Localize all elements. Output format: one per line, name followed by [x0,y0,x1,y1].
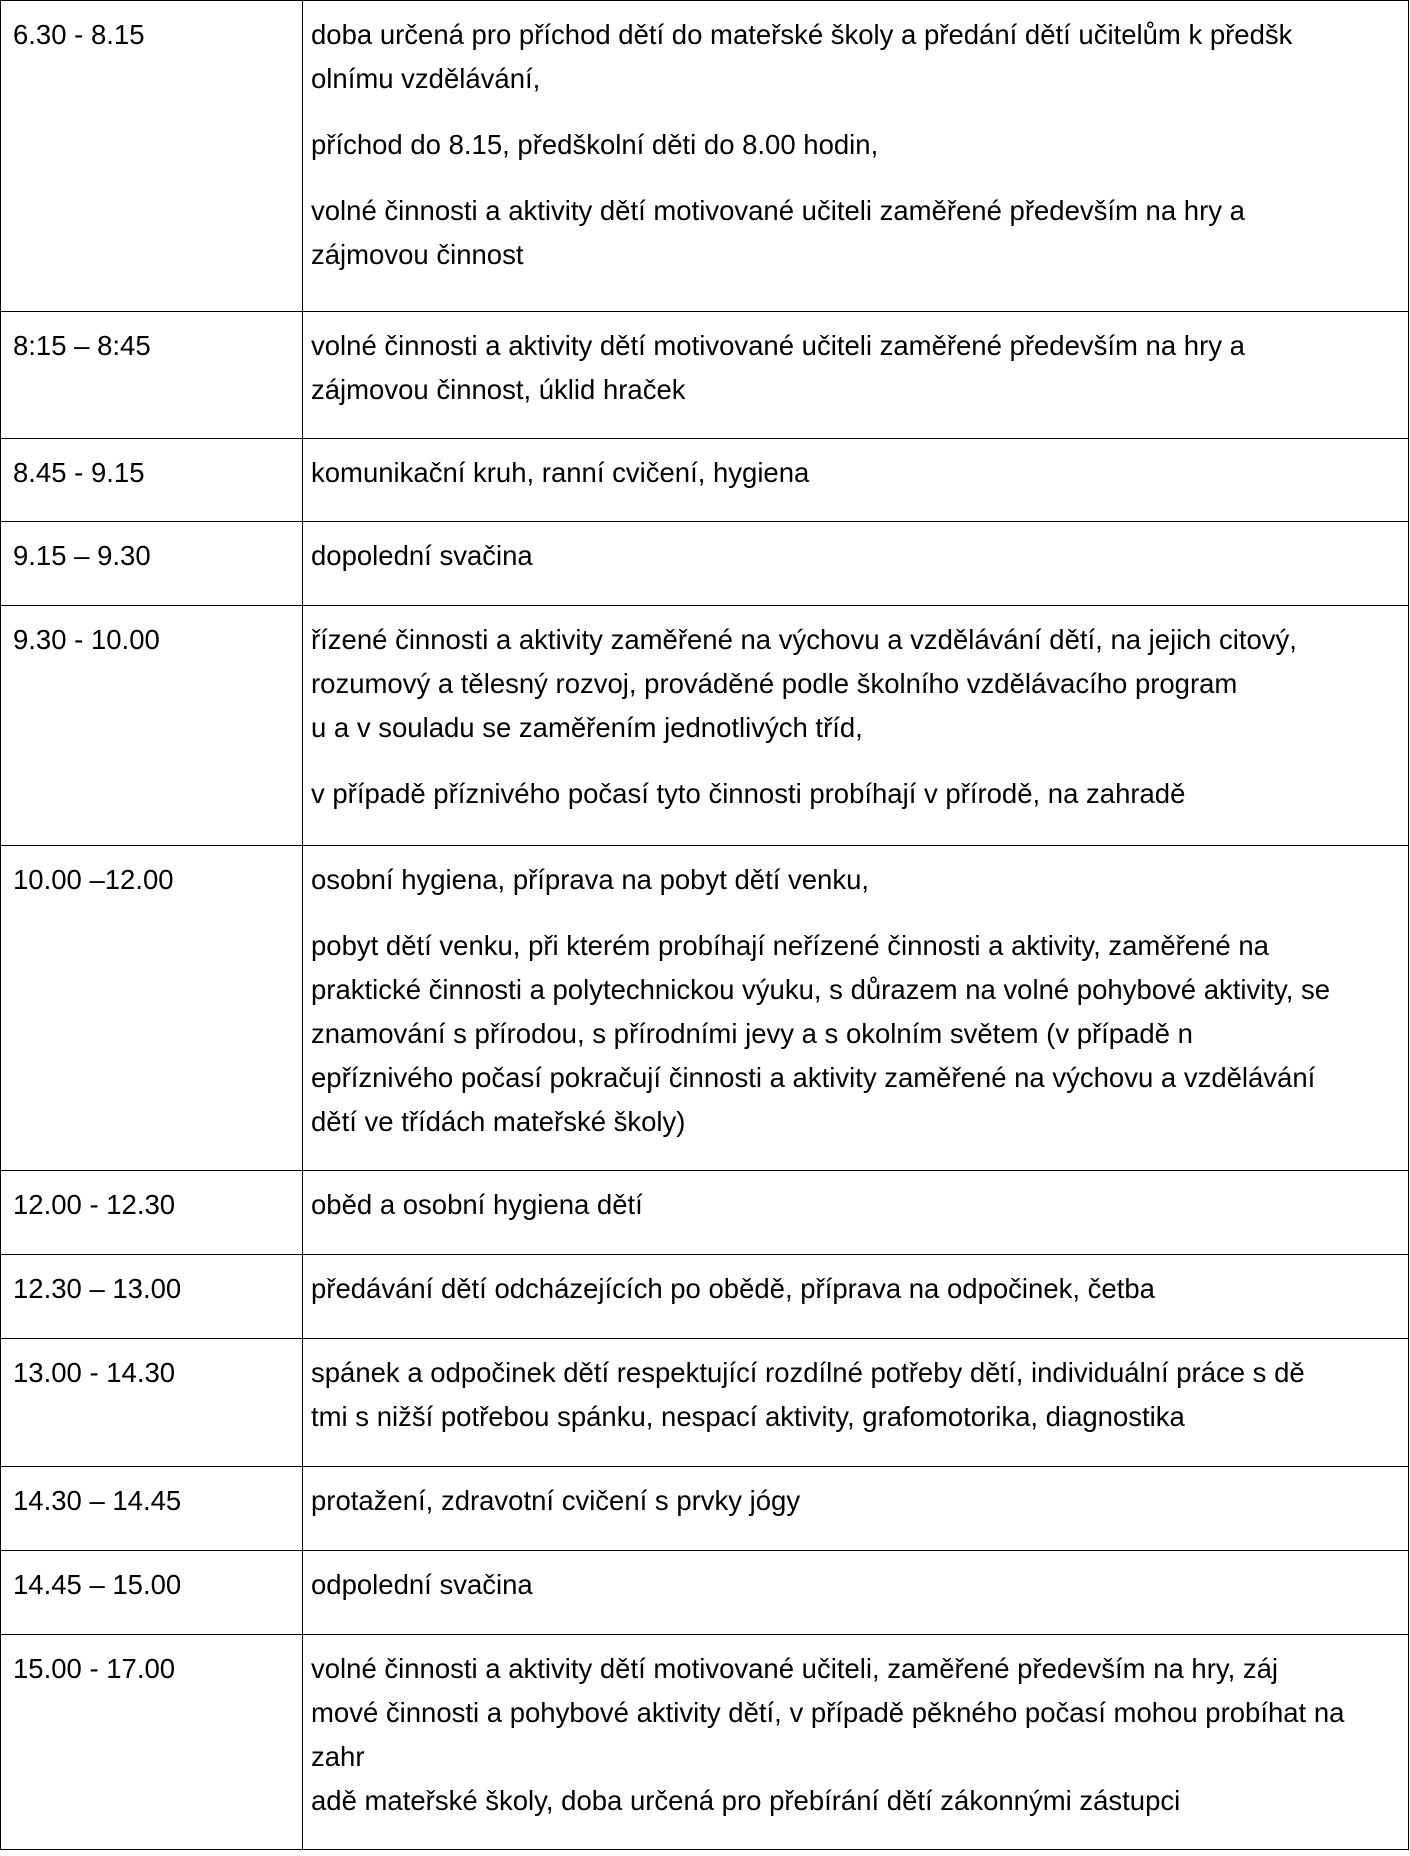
schedule-row [1,522,1409,606]
activity-paragraph: spánek a odpočinek dětí respektující rozdílné potřeby dětí, individuální práce s dě tmi s nižší potřebou spánku, nespací aktivity, grafomotorika, diagnostika [311,1357,1305,1432]
activity-paragraph: volné činnosti a aktivity dětí motivované učiteli, zaměřené především na hry, záj mové činnosti a pohybové aktivity dětí, v případě pěkného počasí mohou probíhat na zahr adě mateřské školy, doba určená pro přebírání dětí zákonnými zástupci [311,1653,1345,1816]
schedule-row [1,846,1409,1171]
time-cell: 15.00 - 17.00 [1,1635,303,1850]
activity-paragraph: protažení, zdravotní cvičení s prvky jógy [311,1485,801,1516]
activity-paragraph: doba určená pro příchod dětí do mateřské školy a předání dětí učitelům k předšk olnímu vzdělávání, [311,19,1293,94]
activity-paragraph: v případě příznivého počasí tyto činnosti probíhají v přírodě, na zahradě [311,778,1186,809]
activity-paragraph: příchod do 8.15, předškolní děti do 8.00 hodin, [311,129,879,160]
activity-cell [303,1,1409,312]
time-cell: 14.45 – 15.00 [1,1551,303,1635]
schedule-row [1,1,1409,312]
activity-cell [303,606,1409,846]
time-cell: 8.45 - 9.15 [1,439,303,522]
schedule-body [1,1,1409,1850]
time-cell: 9.30 - 10.00 [1,606,303,846]
time-cell: 6.30 - 8.15 [1,1,303,312]
schedule-row [1,1635,1409,1850]
activity-paragraph: oběd a osobní hygiena dětí [311,1189,643,1220]
activity-cell [303,1171,1409,1255]
schedule-row [1,1255,1409,1339]
activity-paragraph: volné činnosti a aktivity dětí motivované učiteli zaměřené především na hry a zájmovou činnost [311,195,1245,270]
time-cell: 9.15 – 9.30 [1,522,303,606]
activity-paragraph: osobní hygiena, příprava na pobyt dětí venku, [311,864,870,895]
schedule-row [1,439,1409,522]
activity-paragraph: dopolední svačina [311,540,533,571]
activity-paragraph: pobyt dětí venku, při kterém probíhají neřízené činnosti a aktivity, zaměřené na praktické činnosti a polytechnickou výuku, s důrazem na volné pohybové aktivity, se znamování s přírodou, s přírodními jevy a s okolním světem (v případě n epříznivého počasí pokračují činnosti a aktivity zaměřené na výchovu a vzdělávání dětí ve třídách mateřské školy) [311,930,1331,1137]
activity-cell [303,439,1409,522]
activity-paragraph: odpolední svačina [311,1569,533,1600]
activity-cell [303,312,1409,439]
time-cell: 10.00 –12.00 [1,846,303,1171]
activity-paragraph: řízené činnosti a aktivity zaměřené na výchovu a vzdělávání dětí, na jejich citový, rozumový a tělesný rozvoj, prováděné podle školního vzdělávacího program u a v souladu se zaměřením jednotlivých tříd, [311,624,1297,743]
time-cell: 12.00 - 12.30 [1,1171,303,1255]
activity-cell [303,1339,1409,1467]
time-cell: 13.00 - 14.30 [1,1339,303,1467]
activity-paragraph: volné činnosti a aktivity dětí motivované učiteli zaměřené především na hry a zájmovou činnost, úklid hraček [311,330,1245,405]
time-cell: 14.30 – 14.45 [1,1467,303,1551]
schedule-row [1,1467,1409,1551]
activity-paragraph: předávání dětí odcházejících po obědě, příprava na odpočinek, četba [311,1273,1155,1304]
activity-cell [303,522,1409,606]
schedule-row [1,312,1409,439]
schedule-row [1,1339,1409,1467]
time-cell: 8:15 – 8:45 [1,312,303,439]
activity-cell [303,1255,1409,1339]
activity-cell [303,846,1409,1171]
activity-cell [303,1467,1409,1551]
activity-paragraph: komunikační kruh, ranní cvičení, hygiena [311,457,810,488]
activity-cell [303,1635,1409,1850]
schedule-row [1,606,1409,846]
time-cell: 12.30 – 13.00 [1,1255,303,1339]
schedule-row [1,1171,1409,1255]
schedule-row [1,1551,1409,1635]
activity-cell [303,1551,1409,1635]
